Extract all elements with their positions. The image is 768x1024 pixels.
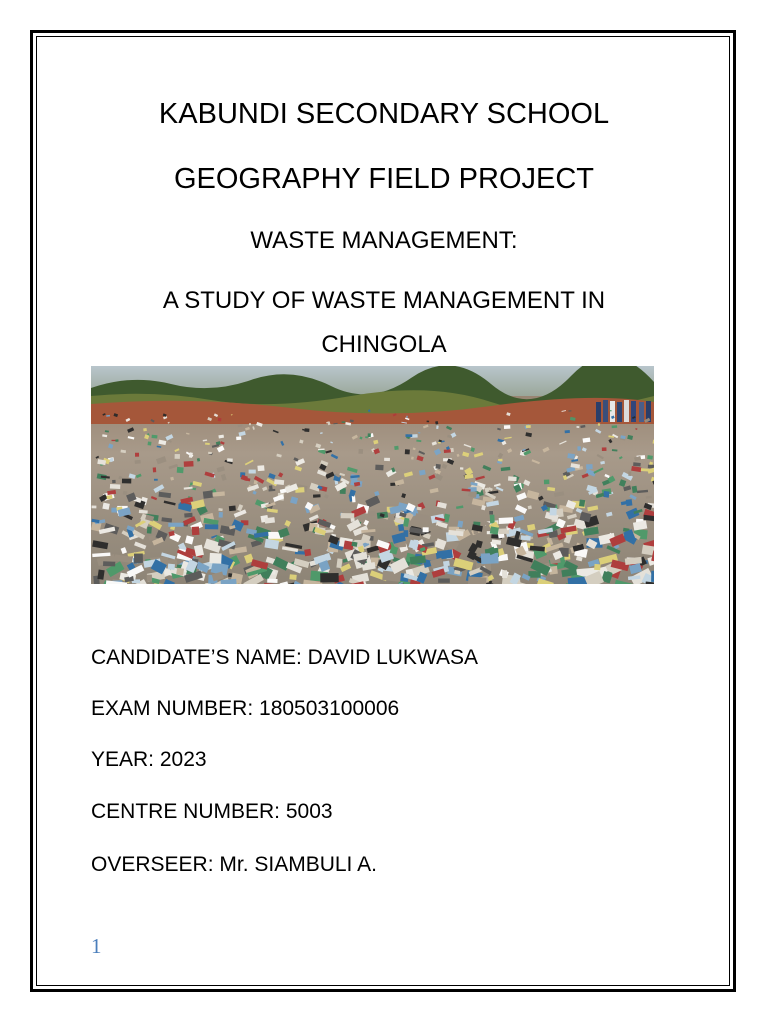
litter-piece bbox=[320, 573, 339, 583]
litter-piece bbox=[313, 494, 321, 497]
litter-piece bbox=[490, 515, 495, 524]
litter-piece bbox=[504, 425, 510, 429]
litter-piece bbox=[602, 447, 607, 451]
candidate-name: CANDIDATE’S NAME: DAVID LUKWASA bbox=[91, 646, 479, 669]
litter-piece bbox=[508, 476, 517, 481]
litter-piece bbox=[236, 436, 241, 440]
litter-piece bbox=[382, 571, 401, 582]
litter-piece bbox=[468, 576, 487, 584]
litter-piece bbox=[205, 443, 210, 445]
litter-piece bbox=[603, 491, 610, 498]
litter-piece bbox=[175, 454, 180, 459]
litter-piece bbox=[612, 425, 618, 428]
litter-piece bbox=[646, 496, 652, 499]
litter-piece bbox=[148, 442, 152, 446]
litter-piece bbox=[438, 579, 450, 583]
litter-piece bbox=[550, 508, 557, 516]
litter-piece bbox=[192, 526, 200, 535]
litter-piece bbox=[586, 464, 593, 469]
litter-piece bbox=[229, 506, 236, 512]
litter-piece bbox=[351, 542, 357, 547]
litter-piece bbox=[423, 527, 429, 532]
centre-number: CENTRE NUMBER: 5003 bbox=[91, 800, 333, 823]
litter-piece bbox=[628, 472, 631, 476]
litter-piece bbox=[209, 553, 221, 564]
school-name: KABUNDI SECONDARY SCHOOL bbox=[158, 98, 610, 130]
litter-piece bbox=[438, 442, 441, 444]
litter-piece bbox=[565, 430, 570, 433]
litter-piece bbox=[342, 421, 346, 423]
litter-piece bbox=[394, 446, 399, 450]
litter-piece bbox=[208, 452, 212, 454]
exam-number: EXAM NUMBER: 180503100006 bbox=[91, 697, 400, 720]
litter-piece bbox=[269, 485, 273, 490]
litter-piece bbox=[254, 480, 258, 484]
litter-piece bbox=[594, 564, 601, 570]
litter-piece bbox=[358, 449, 363, 454]
litter-piece bbox=[249, 470, 256, 474]
litter-piece bbox=[633, 462, 641, 466]
litter-piece bbox=[274, 479, 284, 485]
litter-piece bbox=[135, 460, 141, 464]
litter-piece bbox=[427, 421, 430, 423]
litter-piece bbox=[110, 484, 121, 489]
litter-piece bbox=[577, 446, 580, 450]
litter-piece bbox=[92, 506, 97, 509]
litter-piece bbox=[177, 467, 184, 473]
litter-piece bbox=[147, 575, 152, 582]
litter-piece bbox=[435, 464, 440, 469]
litter-piece bbox=[350, 420, 354, 423]
litter-piece bbox=[598, 423, 600, 425]
litter-piece bbox=[184, 461, 194, 467]
litter-piece bbox=[143, 428, 147, 431]
litter-piece bbox=[647, 455, 653, 460]
litter-piece bbox=[289, 574, 296, 580]
litter-piece bbox=[106, 415, 110, 417]
litter-piece bbox=[203, 490, 214, 498]
litter-piece bbox=[154, 479, 158, 481]
project-title: GEOGRAPHY FIELD PROJECT bbox=[173, 163, 595, 195]
litter-piece bbox=[227, 458, 233, 462]
litter-piece bbox=[375, 465, 383, 471]
litter-piece bbox=[267, 579, 277, 583]
litter-piece bbox=[103, 561, 115, 566]
litter-piece bbox=[112, 480, 116, 483]
litter-piece bbox=[576, 426, 579, 428]
litter-piece bbox=[257, 465, 264, 471]
litter-piece bbox=[579, 500, 585, 507]
page-number: 1 bbox=[91, 934, 102, 958]
subtitle-line-1: A STUDY OF WASTE MANAGEMENT IN bbox=[162, 287, 606, 314]
litter-piece bbox=[626, 499, 633, 506]
litter-piece bbox=[176, 568, 184, 576]
litter-piece bbox=[417, 507, 422, 511]
year: YEAR: 2023 bbox=[91, 748, 207, 771]
litter-piece bbox=[249, 423, 251, 425]
litter-piece bbox=[609, 410, 611, 411]
litter-piece bbox=[481, 553, 499, 564]
litter-piece bbox=[304, 549, 311, 556]
litter-piece bbox=[152, 435, 158, 439]
litter-piece bbox=[106, 495, 112, 499]
litter-piece bbox=[648, 465, 654, 469]
litter-piece bbox=[384, 458, 390, 461]
litter-piece bbox=[406, 416, 408, 418]
litter-piece bbox=[460, 467, 463, 469]
litter-piece bbox=[567, 453, 575, 459]
litter-piece bbox=[502, 570, 507, 578]
litter-piece bbox=[489, 511, 493, 515]
litter-piece bbox=[405, 449, 410, 454]
subtitle-line-2: CHINGOLA bbox=[321, 331, 447, 358]
litter-piece bbox=[528, 505, 532, 509]
litter-piece bbox=[341, 513, 355, 518]
litter-piece bbox=[365, 436, 368, 438]
litter-piece bbox=[205, 524, 218, 529]
overseer: OVERSEER: Mr. SIAMBULI A. bbox=[91, 853, 377, 876]
litter-piece bbox=[147, 527, 152, 534]
litter-piece bbox=[368, 433, 371, 437]
litter-piece bbox=[102, 503, 109, 510]
litter-piece bbox=[450, 448, 454, 452]
litter-piece bbox=[490, 526, 499, 534]
litter-piece bbox=[651, 571, 654, 583]
litter-piece bbox=[219, 512, 223, 518]
topic-heading: WASTE MANAGEMENT: bbox=[250, 227, 518, 254]
litter-piece bbox=[526, 425, 531, 428]
litter-piece bbox=[184, 513, 192, 518]
litter-piece bbox=[178, 504, 187, 510]
litter-piece bbox=[153, 467, 157, 472]
litter-piece bbox=[405, 434, 412, 437]
litter-piece bbox=[122, 479, 131, 484]
litter-piece bbox=[218, 418, 222, 422]
litter-piece bbox=[168, 523, 183, 527]
litter-piece bbox=[632, 486, 638, 493]
litter-piece bbox=[544, 480, 549, 485]
litter-piece bbox=[135, 453, 139, 457]
litter-piece bbox=[499, 517, 513, 524]
dumpsite-photo bbox=[91, 366, 654, 584]
litter-piece bbox=[115, 439, 118, 442]
litter-piece bbox=[168, 564, 175, 570]
litter-piece bbox=[134, 553, 143, 562]
